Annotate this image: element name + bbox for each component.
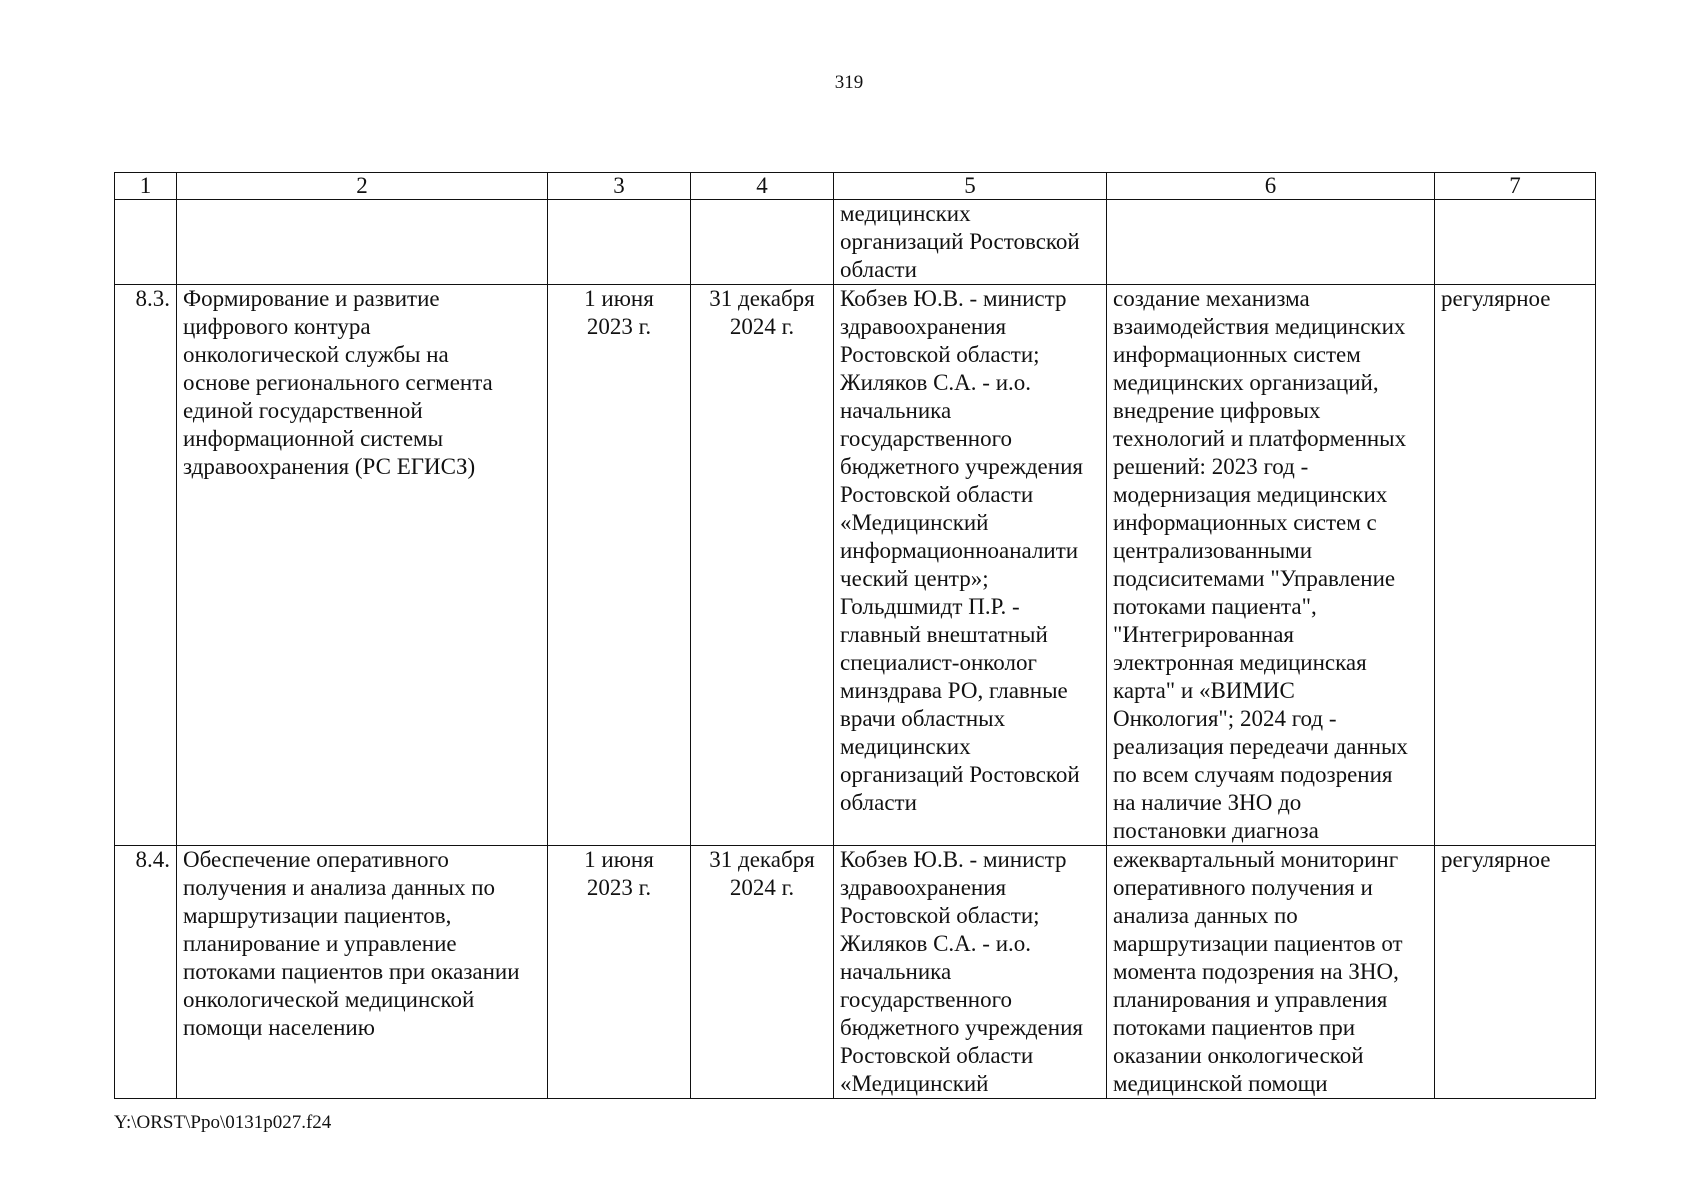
- end-date-cell: 31 декабря 2024 г.: [691, 846, 834, 1099]
- responsible-cell: Кобзев Ю.В. - министр здравоохранения Ростовской области; Жиляков С.А. - и.о. начальника государственного бюджетного учреждения Ростовской области «Медицинский информационноаналити ческий центр»; Гольдшмидт П.Р. - главный внештатный специалист-онколог минздрава РО, главные врачи областных медицинских организаций Ростовской области: [834, 285, 1107, 846]
- column-number: 7: [1435, 173, 1596, 200]
- result-cell: создание механизма взаимодействия медицинских информационных систем медицинских организаций, внедрение цифровых технологий и платформенных решений: 2023 год - модернизация медицинских информационных систем с централизованными подсиситемами "Управление потоками пациента", "Интегрированная электронная медицинская карта" и «ВИМИС Онкология"; 2024 год - реализация передеачи данных по всем случаям подозрения на наличие ЗНО до постановки диагноза: [1107, 285, 1435, 846]
- row-number-cell: [115, 200, 177, 285]
- column-number: 3: [548, 173, 691, 200]
- table-row-8-3: [115, 285, 1596, 846]
- measure-cell: Обеспечение оперативного получения и анализа данных по маршрутизации пациентов, планирование и управление потоками пациентов при оказании онкологической медицинской помощи населению: [177, 846, 548, 1099]
- table-row-continuation: [115, 200, 1596, 285]
- type-cell: регулярное: [1435, 285, 1596, 846]
- page-number: 319: [834, 72, 864, 93]
- column-number: 6: [1107, 173, 1435, 200]
- result-cell: ежеквартальный мониторинг оперативного получения и анализа данных по маршрутизации пациентов от момента подозрения на ЗНО, планирования и управления потоками пациентов при оказании онкологической медицинской помощи: [1107, 846, 1435, 1099]
- column-number: 1: [115, 173, 177, 200]
- table-row-8-4: [115, 846, 1596, 1099]
- start-date-cell: 1 июня 2023 г.: [548, 846, 691, 1099]
- responsible-cell: Кобзев Ю.В. - министр здравоохранения Ростовской области; Жиляков С.А. - и.о. начальника государственного бюджетного учреждения Ростовской области «Медицинский: [834, 846, 1107, 1099]
- measure-cell: Формирование и развитие цифрового контура онкологической службы на основе регионального сегмента единой государственной информационной системы здравоохранения (РС ЕГИСЗ): [177, 285, 548, 846]
- result-cell: [1107, 200, 1435, 285]
- responsible-cell: медицинских организаций Ростовской области: [834, 200, 1107, 285]
- column-number: 2: [177, 173, 548, 200]
- column-number-row: [115, 173, 1596, 200]
- row-number-cell: 8.3.: [115, 285, 177, 846]
- measure-cell: [177, 200, 548, 285]
- column-number: 5: [834, 173, 1107, 200]
- column-number: 4: [691, 173, 834, 200]
- plan-table: [114, 172, 1596, 1099]
- row-number-cell: 8.4.: [115, 846, 177, 1099]
- end-date-cell: 31 декабря 2024 г.: [691, 285, 834, 846]
- start-date-cell: 1 июня 2023 г.: [548, 285, 691, 846]
- end-date-cell: [691, 200, 834, 285]
- type-cell: [1435, 200, 1596, 285]
- type-cell: регулярное: [1435, 846, 1596, 1099]
- file-path-footer: Y:\ORST\Ppo\0131p027.f24: [114, 1112, 332, 1133]
- start-date-cell: [548, 200, 691, 285]
